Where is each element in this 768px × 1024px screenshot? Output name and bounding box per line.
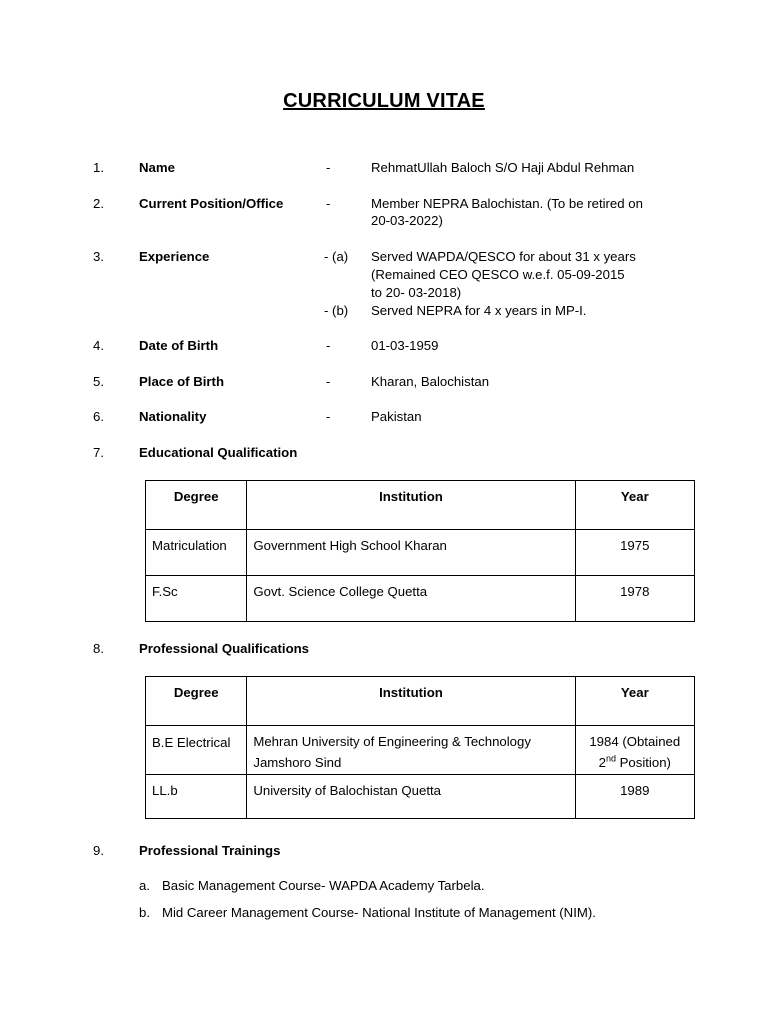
item-label: Nationality <box>139 409 207 424</box>
item-dash: - <box>326 409 331 424</box>
column-header: Year <box>575 481 694 530</box>
list-marker: b. <box>139 905 150 920</box>
item-number: 4. <box>93 338 104 353</box>
item-number: 7. <box>93 445 104 460</box>
table-cell: Government High School Kharan <box>247 530 575 576</box>
item-number: 9. <box>93 843 104 858</box>
item-dash: - <box>326 160 331 175</box>
table-cell: 1989 <box>575 775 694 819</box>
item-number: 1. <box>93 160 104 175</box>
table-row <box>146 530 695 576</box>
professional-table <box>145 676 695 819</box>
table-cell <box>247 726 575 775</box>
item-number: 3. <box>93 249 104 264</box>
item-label: Place of Birth <box>139 374 225 389</box>
item-value-line: to 20- 03-2018) <box>371 285 462 300</box>
item-dash: - <box>326 374 331 389</box>
item-value-line: 20-03-2022) <box>371 213 443 228</box>
item-value-line: Member NEPRA Balochistan. (To be retired on <box>371 196 643 211</box>
item-value: Pakistan <box>371 409 422 424</box>
column-header: Year <box>575 677 694 726</box>
table-row <box>146 726 695 775</box>
cell-line: 1984 (Obtained <box>589 734 681 749</box>
item-value: Kharan, Balochistan <box>371 374 490 389</box>
item-number: 6. <box>93 409 104 424</box>
list-marker: a. <box>139 878 150 893</box>
table-header-row <box>146 481 695 530</box>
table-row <box>146 576 695 622</box>
item-value-line: Served WAPDA/QESCO for about 31 x years <box>371 249 636 264</box>
table-cell: University of Balochistan Quetta <box>247 775 575 819</box>
cell-line <box>582 752 688 773</box>
item-label: Professional Trainings <box>139 843 281 858</box>
table-cell: F.Sc <box>146 576 247 622</box>
education-table <box>145 480 695 622</box>
item-label: Date of Birth <box>139 338 219 353</box>
table-row <box>146 775 695 819</box>
table-cell: B.E Electrical <box>146 726 247 775</box>
item-label: Educational Qualification <box>139 445 298 460</box>
cell-line: Mehran University of Engineering & Technology <box>253 734 531 749</box>
page-title: CURRICULUM VITAE <box>283 90 485 112</box>
table-cell <box>575 726 694 775</box>
table-cell: LL.b <box>146 775 247 819</box>
table-header-row <box>146 677 695 726</box>
item-value: 01-03-1959 <box>371 338 439 353</box>
list-item-text: Mid Career Management Course- National Institute of Management (NIM). <box>162 905 596 920</box>
item-label: Name <box>139 160 175 175</box>
column-header: Degree <box>146 677 247 726</box>
item-number: 5. <box>93 374 104 389</box>
item-sub-marker: - (b) <box>324 303 349 318</box>
item-label: Professional Qualifications <box>139 641 310 656</box>
item-number: 8. <box>93 641 104 656</box>
column-header: Institution <box>247 481 575 530</box>
item-dash: - <box>326 196 331 211</box>
item-label: Experience <box>139 249 210 264</box>
item-label: Current Position/Office <box>139 196 284 211</box>
column-header: Institution <box>247 677 575 726</box>
item-sub-marker: - (a) <box>324 249 349 264</box>
item-value-line: (Remained CEO QESCO w.e.f. 05-09-2015 <box>371 267 625 282</box>
cell-text: Position) <box>615 755 671 770</box>
cell-line: Jamshoro Sind <box>253 755 342 770</box>
column-header: Degree <box>146 481 247 530</box>
item-value: RehmatUllah Baloch S/O Haji Abdul Rehman <box>371 160 635 175</box>
table-cell: Govt. Science College Quetta <box>247 576 575 622</box>
table-cell: Matriculation <box>146 530 247 576</box>
list-item-text: Basic Management Course- WAPDA Academy Tarbela. <box>162 878 485 893</box>
ordinal-suffix: nd <box>605 753 616 764</box>
item-number: 2. <box>93 196 104 211</box>
item-dash: - <box>326 338 331 353</box>
table-cell: 1978 <box>575 576 694 622</box>
table-cell: 1975 <box>575 530 694 576</box>
item-value-line: Served NEPRA for 4 x years in MP-I. <box>371 303 587 318</box>
ordinal-number: 2 <box>598 755 606 770</box>
